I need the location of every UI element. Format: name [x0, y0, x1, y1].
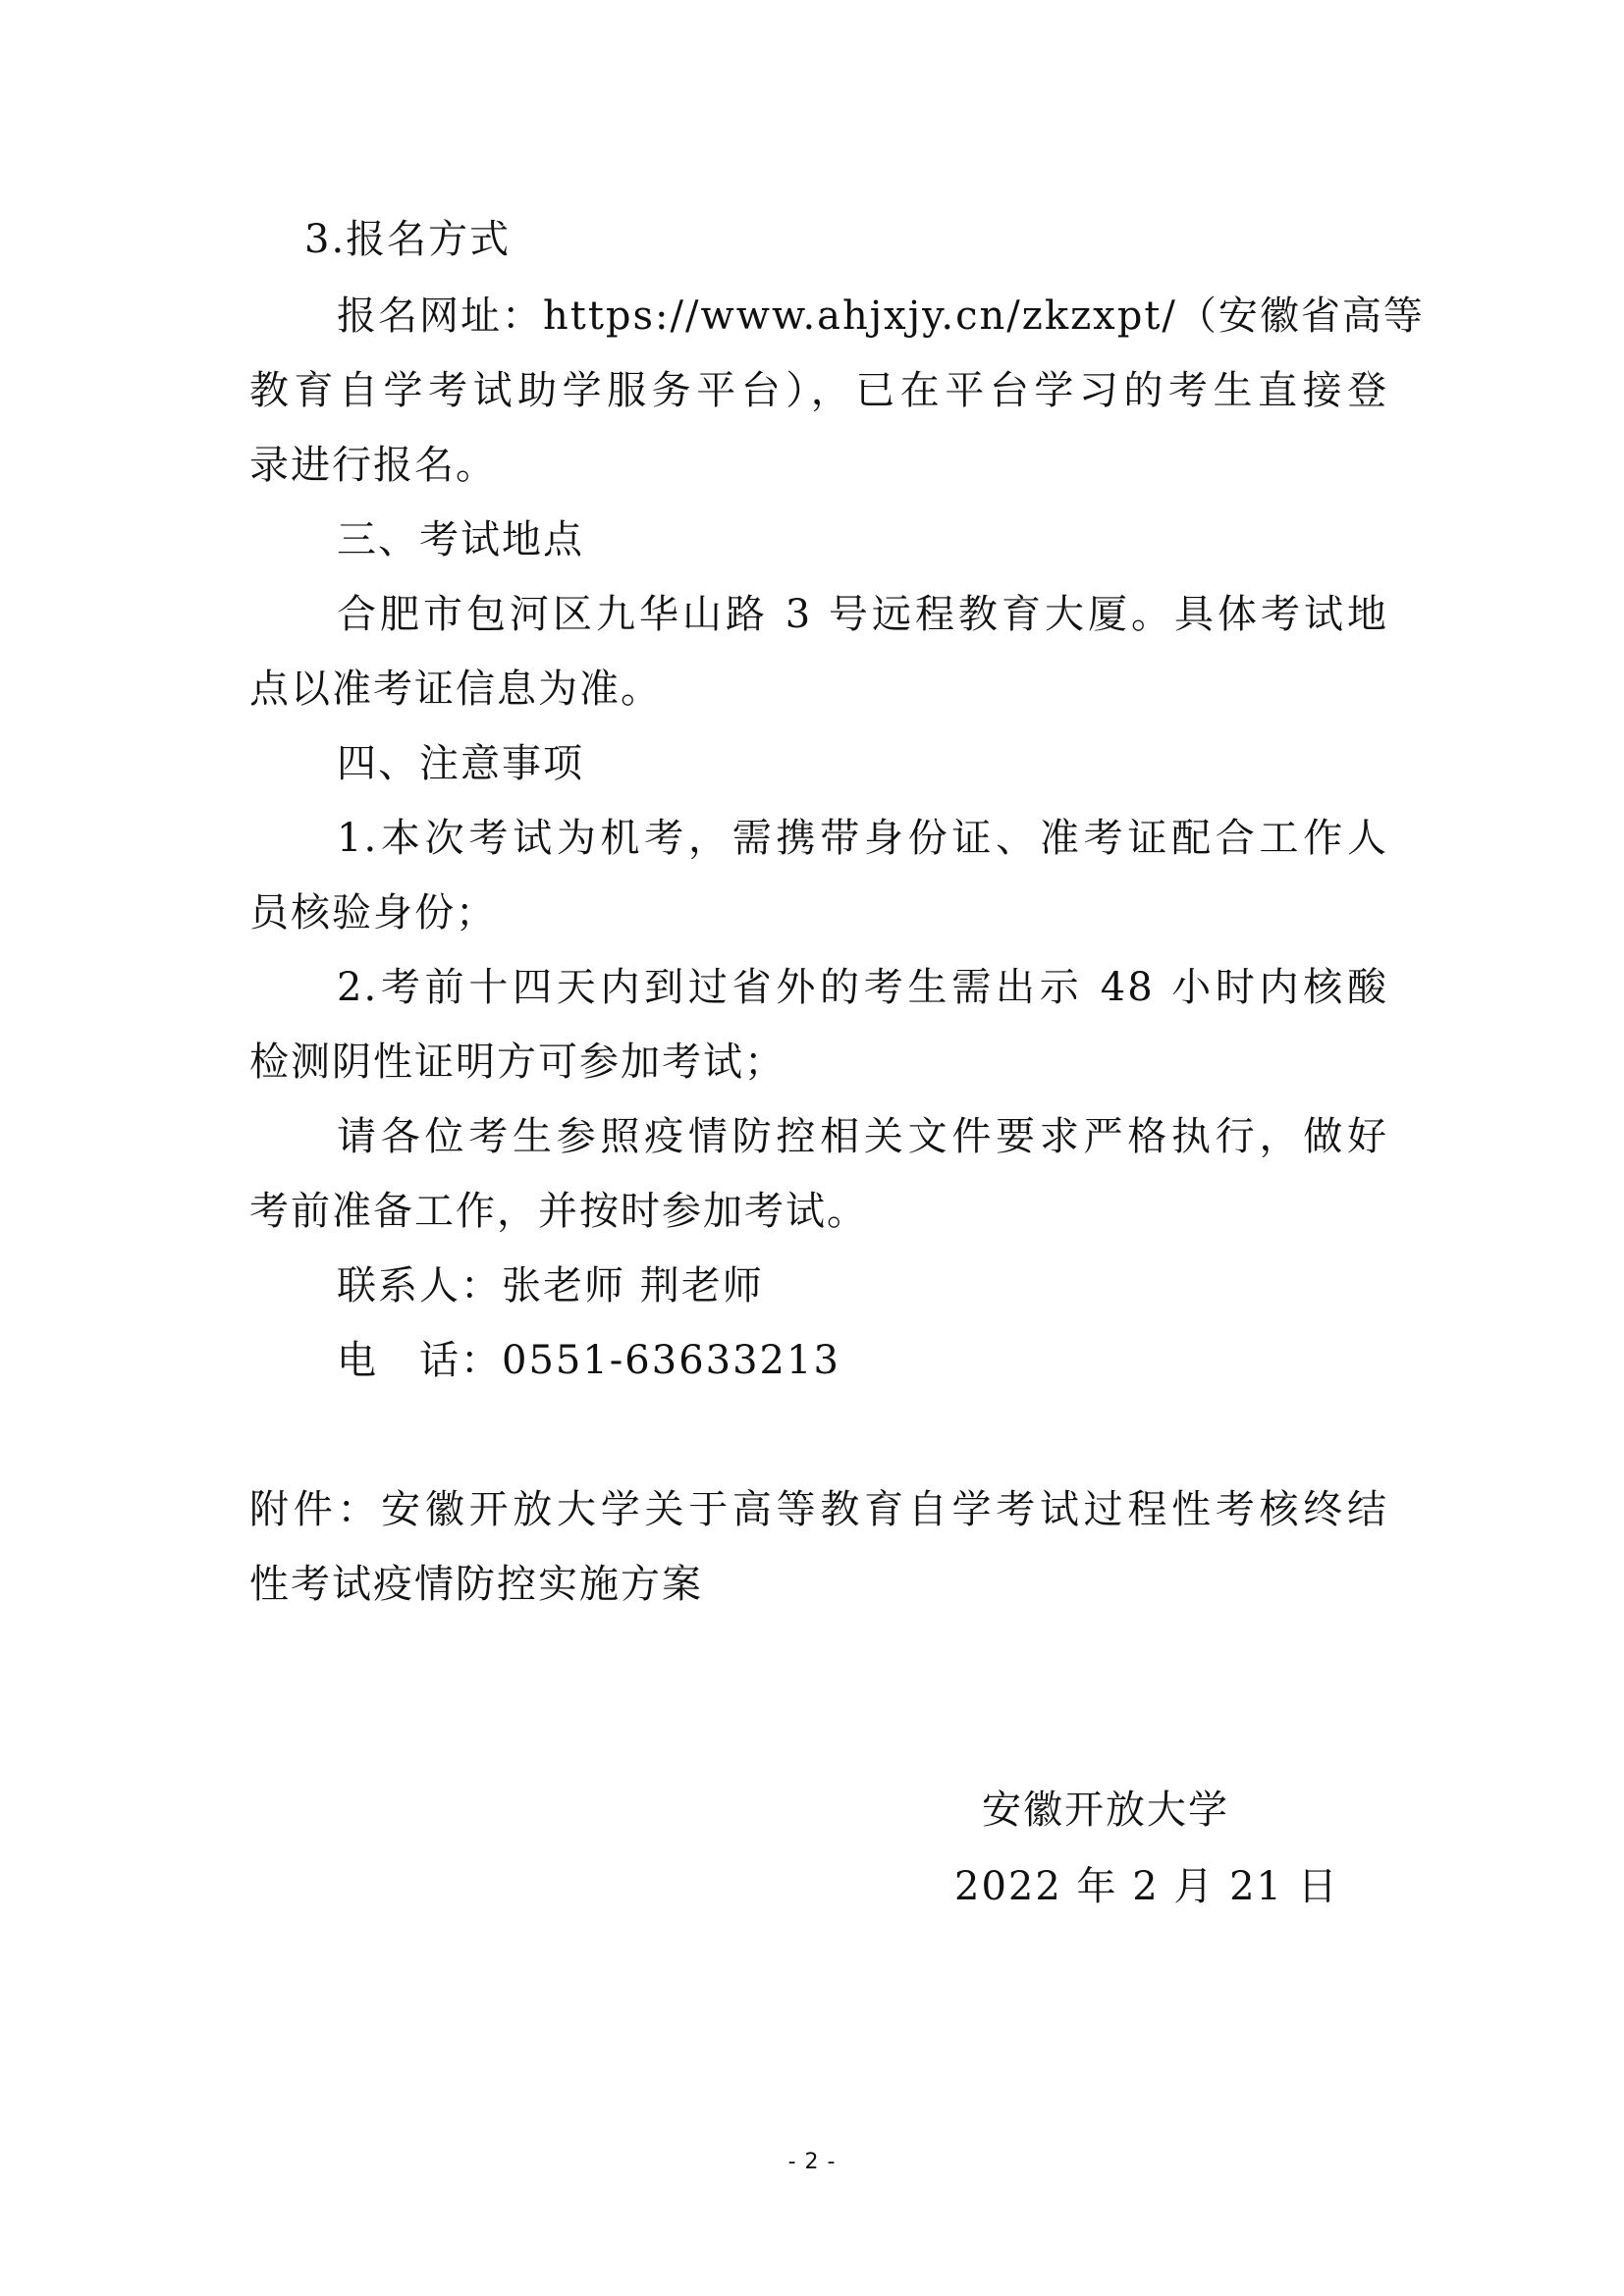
note-1-line-1: 1.本次考试为机考，需携带身份证、准考证配合工作人	[337, 816, 1388, 861]
registration-url-line: 报名网址：https://www.ahjxjy.cn/zkzxpt/（安徽省高等	[337, 294, 1425, 339]
note-2-line-2: 检测阴性证明方可参加考试；	[249, 1040, 785, 1085]
signature-organization: 安徽开放大学	[982, 1788, 1229, 1833]
note-2-line-1: 2.考前十四天内到过省外的考生需出示 48 小时内核酸	[337, 965, 1388, 1010]
signature-date: 2022 年 2 月 21 日	[954, 1864, 1339, 1909]
notes-heading: 四、注意事项	[337, 741, 584, 786]
page-number: - 2 -	[787, 2150, 837, 2174]
location-line-2: 点以准考证信息为准。	[249, 667, 662, 712]
note-1-line-2: 员核验身份；	[249, 890, 497, 935]
attachment-line-1: 附件：安徽开放大学关于高等教育自学考试过程性考核终结	[249, 1487, 1388, 1532]
contact-person: 联系人：张老师 荆老师	[337, 1263, 764, 1308]
contact-phone: 电 话：0551-63633213	[337, 1338, 840, 1383]
location-line-1: 合肥市包河区九华山路 3 号远程教育大厦。具体考试地	[337, 592, 1388, 637]
attachment-line-2: 性考试疫情防控实施方案	[249, 1562, 703, 1607]
registration-line-3: 录进行报名。	[249, 443, 497, 488]
registration-line-2: 教育自学考试助学服务平台），已在平台学习的考生直接登	[249, 368, 1388, 413]
registration-heading: 3.报名方式	[304, 217, 512, 262]
advice-line-1: 请各位考生参照疫情防控相关文件要求严格执行，做好	[337, 1114, 1388, 1159]
advice-line-2: 考前准备工作，并按时参加考试。	[249, 1189, 868, 1234]
location-heading: 三、考试地点	[337, 517, 584, 562]
